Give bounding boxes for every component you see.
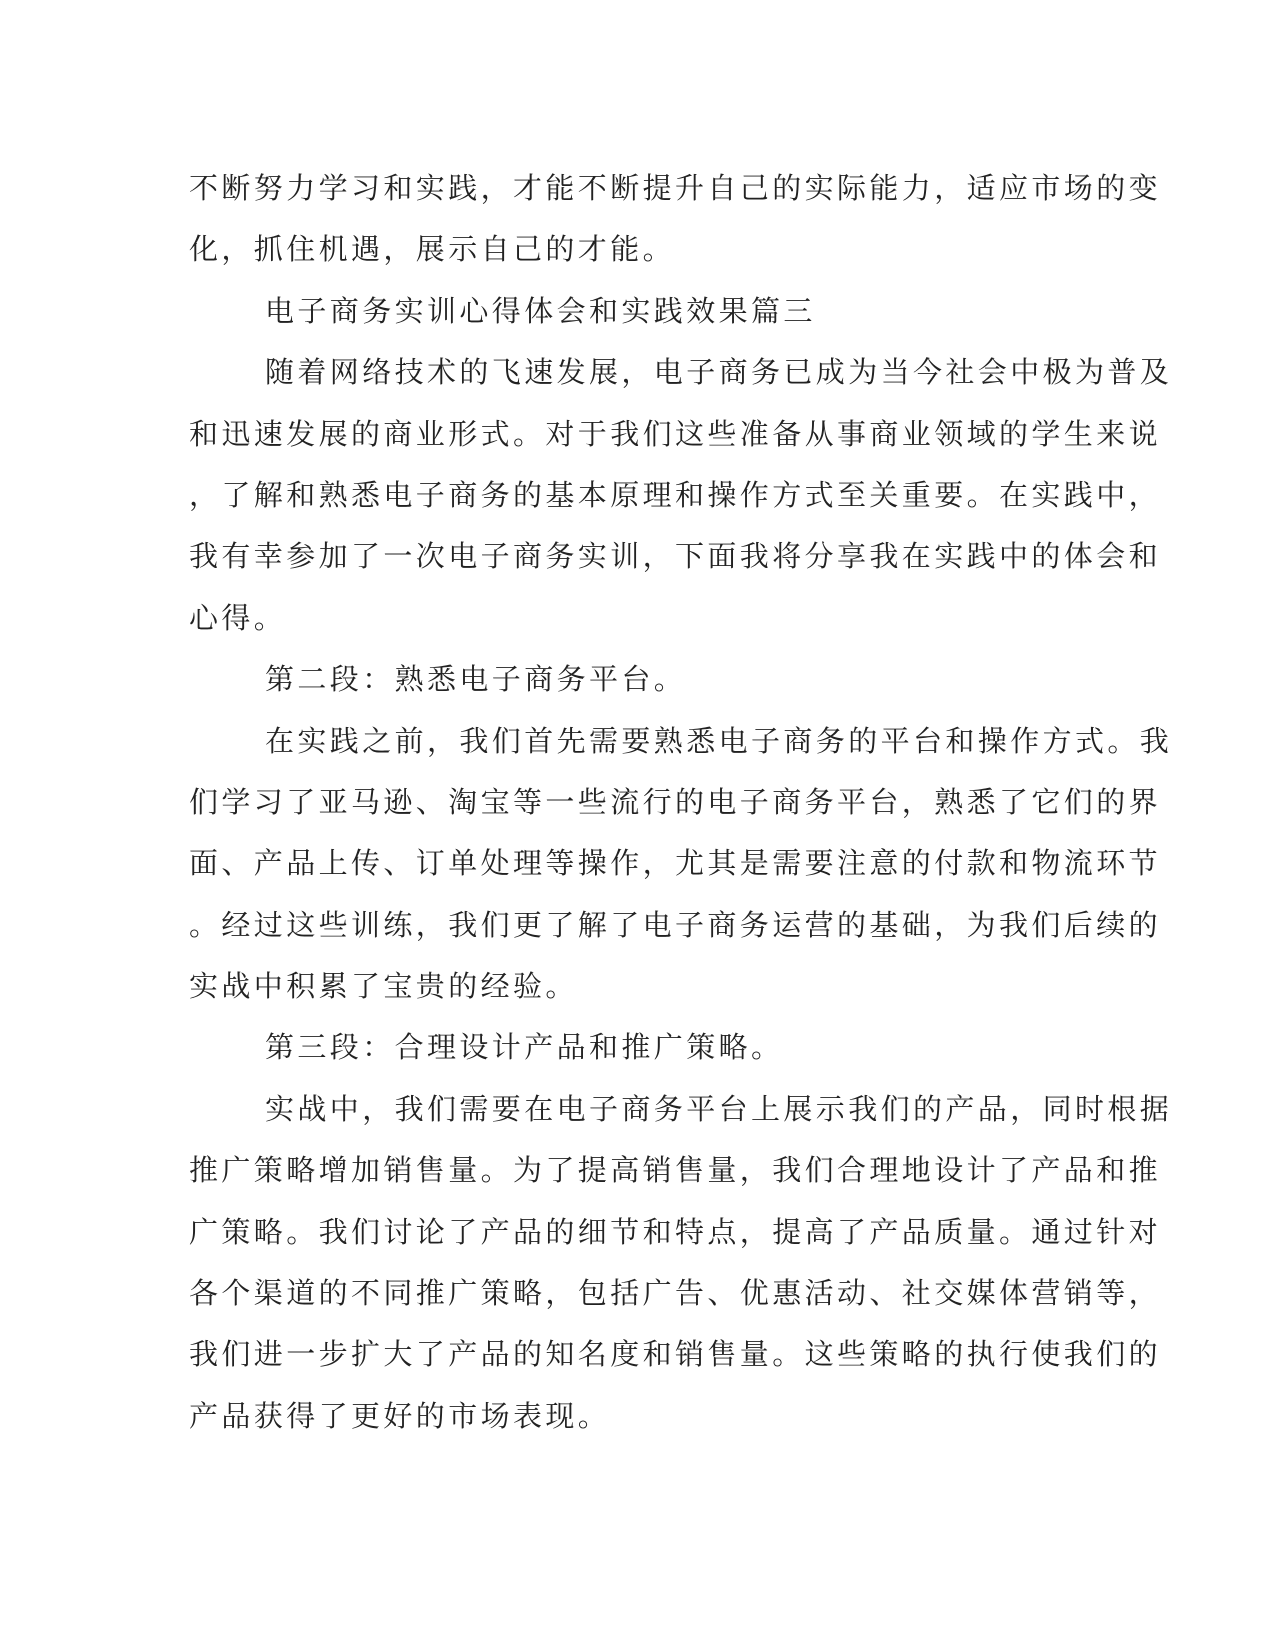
paragraph-line: 广策略。我们讨论了产品的细节和特点，提高了产品质量。通过针对 xyxy=(189,1214,1162,1249)
paragraph-line: 不断努力学习和实践，才能不断提升自己的实际能力，适应市场的变 xyxy=(189,171,1162,205)
paragraph-line: 实战中积累了宝贵的经验。 xyxy=(189,969,578,1004)
paragraph-line: 我有幸参加了一次电子商务实训，下面我将分享我在实践中的体会和 xyxy=(189,539,1162,574)
paragraph-line: 。经过这些训练，我们更了解了电子商务运营的基础，为我们后续的 xyxy=(189,907,1162,942)
section-heading: 第二段：熟悉电子商务平台。 xyxy=(265,662,687,697)
paragraph-line: 们学习了亚马逊、淘宝等一些流行的电子商务平台，熟悉了它们的界 xyxy=(189,784,1162,819)
paragraph-line: 实战中，我们需要在电子商务平台上展示我们的产品，同时根据 xyxy=(265,1091,1173,1126)
paragraph-line: 和迅速发展的商业形式。对于我们这些准备从事商业领域的学生来说 xyxy=(189,416,1162,451)
paragraph-line: 产品获得了更好的市场表现。 xyxy=(189,1398,611,1433)
paragraph-line: 随着网络技术的飞速发展，电子商务已成为当今社会中极为普及 xyxy=(265,355,1173,390)
paragraph-line: 心得。 xyxy=(189,600,287,635)
paragraph-line: 在实践之前，我们首先需要熟悉电子商务的平台和操作方式。我 xyxy=(265,723,1173,758)
document-body xyxy=(189,158,1173,1447)
paragraph-line: 面、产品上传、订单处理等操作，尤其是需要注意的付款和物流环节 xyxy=(189,846,1162,881)
paragraph-line: 各个渠道的不同推广策略，包括广告、优惠活动、社交媒体营销等， xyxy=(189,1276,1162,1311)
section-heading: 第三段：合理设计产品和推广策略。 xyxy=(265,1030,784,1065)
paragraph-line: ，了解和熟悉电子商务的基本原理和操作方式至关重要。在实践中， xyxy=(189,477,1162,512)
paragraph-line: 我们进一步扩大了产品的知名度和销售量。这些策略的执行使我们的 xyxy=(189,1337,1162,1372)
paragraph-line: 化，抓住机遇，展示自己的才能。 xyxy=(189,232,676,267)
paragraph-line: 推广策略增加销售量。为了提高销售量，我们合理地设计了产品和推 xyxy=(189,1153,1162,1188)
section-heading: 电子商务实训心得体会和实践效果篇三 xyxy=(265,293,816,328)
